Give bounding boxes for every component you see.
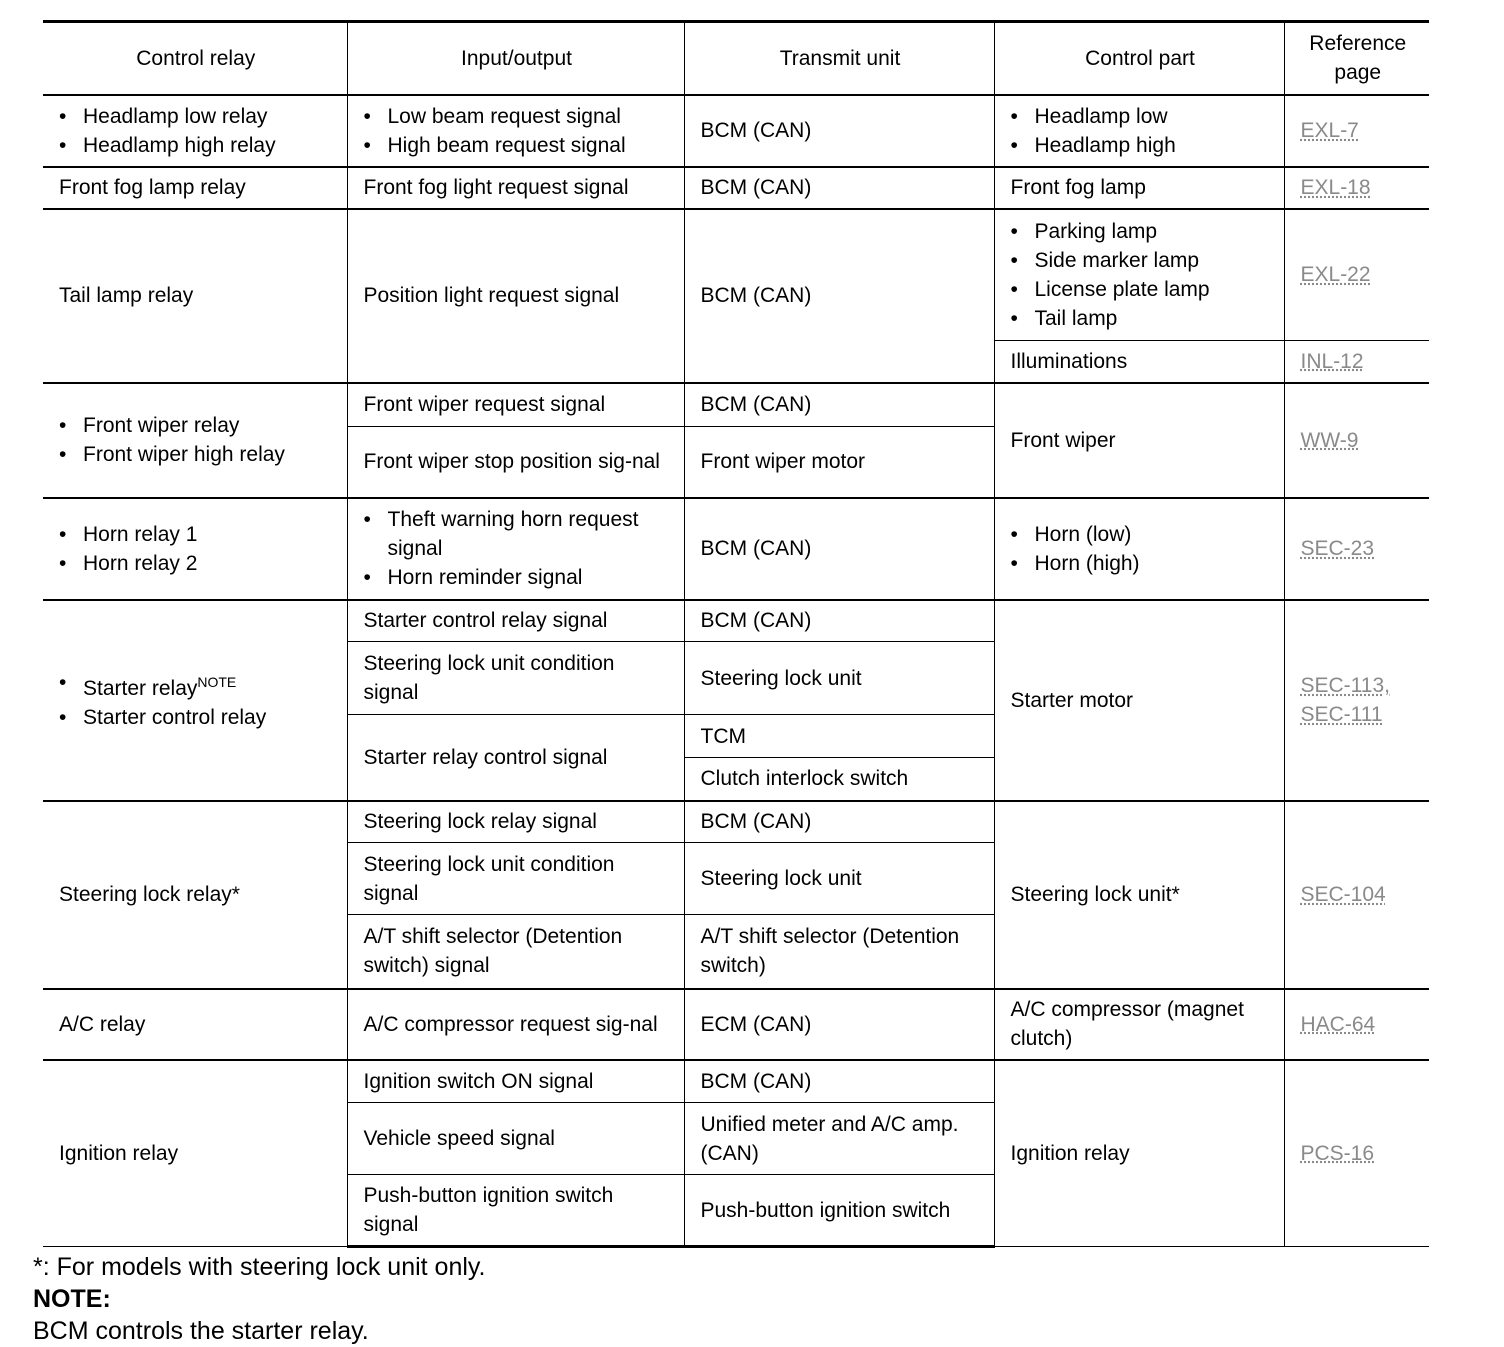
transmit-unit: Clutch interlock switch [684, 758, 994, 801]
reference-link[interactable]: PCS-16 [1300, 1141, 1375, 1165]
input-output [347, 498, 684, 600]
transmit-unit: BCM (CAN) [684, 600, 994, 642]
note-superscript: NOTE [197, 674, 237, 690]
control-relay: Front fog lamp relay [43, 167, 347, 209]
control-relay: Ignition relay [43, 1060, 347, 1247]
reference-page [1284, 498, 1429, 600]
list-item: • Front wiper high relay [83, 440, 333, 469]
list-item: • Low beam request signal [388, 102, 670, 131]
list-item: • Headlamp high [1035, 131, 1270, 160]
input-output: Steering lock unit condition signal [347, 642, 684, 715]
table-notes [33, 1251, 486, 1347]
transmit-unit: BCM (CAN) [684, 498, 994, 600]
list-item: • High beam request signal [388, 131, 670, 160]
input-output: Starter relay control signal [347, 715, 684, 801]
list-item: • Horn reminder signal [388, 563, 670, 592]
reference-link[interactable]: SEC-104 [1300, 883, 1386, 906]
input-output: Front wiper stop position sig-nal [347, 427, 684, 498]
transmit-unit: Steering lock unit [684, 642, 994, 715]
control-part [994, 498, 1284, 600]
reference-page [1284, 209, 1429, 341]
control-relay [43, 95, 347, 167]
transmit-unit: TCM [684, 715, 994, 758]
reference-link[interactable]: EXL-7 [1300, 119, 1359, 142]
input-output: A/C compressor request sig-nal [347, 989, 684, 1060]
list-item: • Parking lamp [1035, 217, 1270, 246]
control-relay: A/C relay [43, 989, 347, 1060]
header-transmit-unit: Transmit unit [684, 22, 994, 95]
list-item [83, 668, 333, 703]
asterisk-footnote: *: For models with steering lock unit only. [33, 1253, 486, 1281]
transmit-unit: BCM (CAN) [684, 383, 994, 427]
control-relay [43, 383, 347, 498]
list-item: • Front wiper relay [83, 411, 333, 440]
reference-link[interactable]: INL-12 [1300, 349, 1364, 373]
list-item: • Headlamp low relay [83, 102, 333, 131]
reference-link[interactable]: SEC-111 [1300, 703, 1383, 726]
header-control-relay: Control relay [43, 22, 347, 95]
input-output: Steering lock unit condition signal [347, 843, 684, 915]
reference-page [1284, 341, 1429, 383]
list-item: • Side marker lamp [1035, 246, 1270, 275]
reference-link[interactable]: SEC-113, [1300, 674, 1390, 697]
control-part [994, 209, 1284, 341]
input-output: Push-button ignition switch signal [347, 1175, 684, 1247]
header-reference-page: Reference page [1284, 22, 1429, 95]
list-item: • Horn (low) [1035, 520, 1270, 549]
input-output: A/T shift selector (Detention switch) signal [347, 915, 684, 989]
reference-page [1284, 95, 1429, 167]
control-part: Steering lock unit* [994, 801, 1284, 989]
transmit-unit: Front wiper motor [684, 427, 994, 498]
transmit-unit: Unified meter and A/C amp. (CAN) [684, 1103, 994, 1175]
input-output: Steering lock relay signal [347, 801, 684, 843]
list-item: • Horn relay 2 [83, 549, 333, 578]
reference-page [1284, 167, 1429, 209]
list-item: • Theft warning horn request signal [388, 505, 670, 563]
reference-page [1284, 1060, 1429, 1247]
input-output [347, 95, 684, 167]
control-part: A/C compressor (magnet clutch) [994, 989, 1284, 1060]
control-part: Illuminations [994, 341, 1284, 383]
list-item: • Tail lamp [1035, 304, 1270, 333]
control-part [994, 95, 1284, 167]
input-output: Position light request signal [347, 209, 684, 383]
transmit-unit: Steering lock unit [684, 843, 994, 915]
list-item: • Starter control relay [83, 703, 333, 732]
control-relay: Tail lamp relay [43, 209, 347, 383]
transmit-unit: BCM (CAN) [684, 209, 994, 383]
reference-page [1284, 801, 1429, 989]
transmit-unit: BCM (CAN) [684, 95, 994, 167]
control-relay: Steering lock relay* [43, 801, 347, 989]
input-output: Front fog light request signal [347, 167, 684, 209]
input-output: Ignition switch ON signal [347, 1060, 684, 1103]
list-item: • Headlamp low [1035, 102, 1270, 131]
transmit-unit: BCM (CAN) [684, 1060, 994, 1103]
list-item: • License plate lamp [1035, 275, 1270, 304]
list-item: • Horn (high) [1035, 549, 1270, 578]
reference-link[interactable]: SEC-23 [1300, 537, 1375, 560]
transmit-unit: ECM (CAN) [684, 989, 994, 1060]
relay-table [43, 20, 1429, 1248]
control-relay [43, 498, 347, 600]
transmit-unit: Push-button ignition switch [684, 1175, 994, 1247]
list-item: • Horn relay 1 [83, 520, 333, 549]
reference-link[interactable]: HAC-64 [1300, 1012, 1376, 1036]
transmit-unit: BCM (CAN) [684, 167, 994, 209]
input-output: Starter control relay signal [347, 600, 684, 642]
control-part: Ignition relay [994, 1060, 1284, 1247]
reference-page [1284, 383, 1429, 498]
input-output: Front wiper request signal [347, 383, 684, 427]
input-output: Vehicle speed signal [347, 1103, 684, 1175]
reference-link[interactable]: EXL-22 [1300, 263, 1371, 287]
control-part: Front fog lamp [994, 167, 1284, 209]
list-item: • Headlamp high relay [83, 131, 333, 160]
transmit-unit: A/T shift selector (Detention switch) [684, 915, 994, 989]
reference-page [1284, 989, 1429, 1060]
relay-name: Starter relay [83, 677, 198, 700]
reference-link[interactable]: WW-9 [1300, 428, 1359, 452]
note-text: BCM controls the starter relay. [33, 1317, 369, 1345]
control-part: Starter motor [994, 600, 1284, 801]
header-control-part: Control part [994, 22, 1284, 95]
transmit-unit: BCM (CAN) [684, 801, 994, 843]
note-label: NOTE: [33, 1285, 111, 1313]
control-part: Front wiper [994, 383, 1284, 498]
reference-page [1284, 600, 1429, 801]
reference-link[interactable]: EXL-18 [1300, 176, 1371, 199]
header-input-output: Input/output [347, 22, 684, 95]
control-relay [43, 600, 347, 801]
